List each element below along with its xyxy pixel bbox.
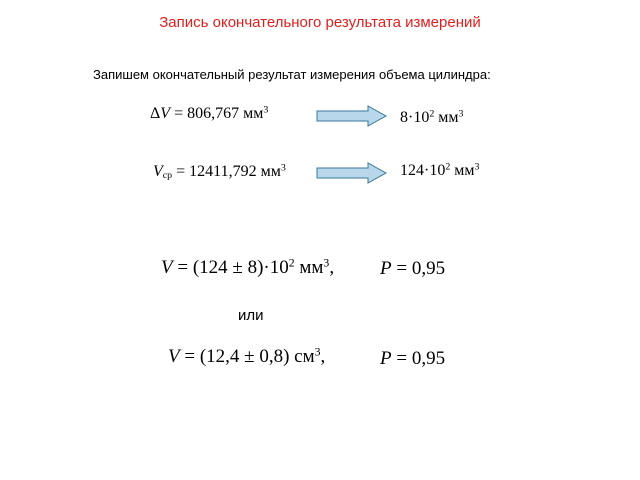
mean-volume-formula (153, 164, 286, 180)
probability-value: = 0,95 (391, 348, 446, 369)
unit-label: мм (294, 257, 324, 278)
unit-exponent: 3 (314, 345, 321, 359)
power-exponent: 2 (288, 256, 295, 270)
power-base: 10 (413, 109, 430, 126)
intro-text: Запишем окончательный результат измерения объема цилиндра: (93, 67, 491, 82)
power-exponent: 2 (445, 161, 451, 173)
absolute-error-formula (150, 106, 268, 122)
rounded-mantissa: 124 (400, 162, 424, 179)
right-arrow-icon (316, 105, 388, 127)
right-arrow-icon (316, 162, 388, 184)
slide-title: Запись окончательного результата измерений (159, 14, 481, 31)
or-word: или (238, 307, 264, 324)
rounded-mantissa: 8 (400, 109, 408, 126)
rounded-error-formula (400, 110, 463, 126)
multiplication-dot: · (408, 109, 414, 126)
volume-symbol: V (160, 105, 171, 122)
mean-subscript: ср (162, 169, 173, 181)
power-exponent: 2 (429, 108, 435, 120)
final-result-mm (161, 258, 334, 277)
power-base: 10 (429, 162, 446, 179)
multiplication-dot: · (424, 162, 430, 179)
probability-symbol: P (380, 348, 392, 369)
volume-symbol: V (168, 346, 180, 367)
error-value: = 806,767 мм (170, 105, 264, 122)
mean-value: = 12411,792 мм (172, 163, 281, 180)
unit-exponent: 3 (323, 256, 330, 270)
comma: , (329, 257, 335, 278)
volume-symbol: V (153, 163, 163, 180)
probability-symbol: P (380, 258, 392, 279)
unit-label: мм (434, 109, 459, 126)
rounded-mean-formula (400, 163, 479, 179)
unit-label: мм (450, 162, 475, 179)
unit-exponent: 3 (458, 108, 464, 120)
unit-exponent: 3 (263, 104, 269, 116)
comma: , (320, 346, 326, 367)
delta-symbol: Δ (150, 105, 161, 122)
probability-value: = 0,95 (391, 258, 446, 279)
volume-symbol: V (161, 257, 173, 278)
result-expression: = (12,4 ± 0,8) см (179, 346, 315, 367)
unit-exponent: 3 (280, 162, 286, 174)
confidence-probability (380, 349, 445, 368)
result-expression: = (124 ± 8)·10 (172, 257, 289, 278)
confidence-probability (380, 259, 445, 278)
final-result-cm (168, 347, 325, 366)
unit-exponent: 3 (474, 161, 480, 173)
